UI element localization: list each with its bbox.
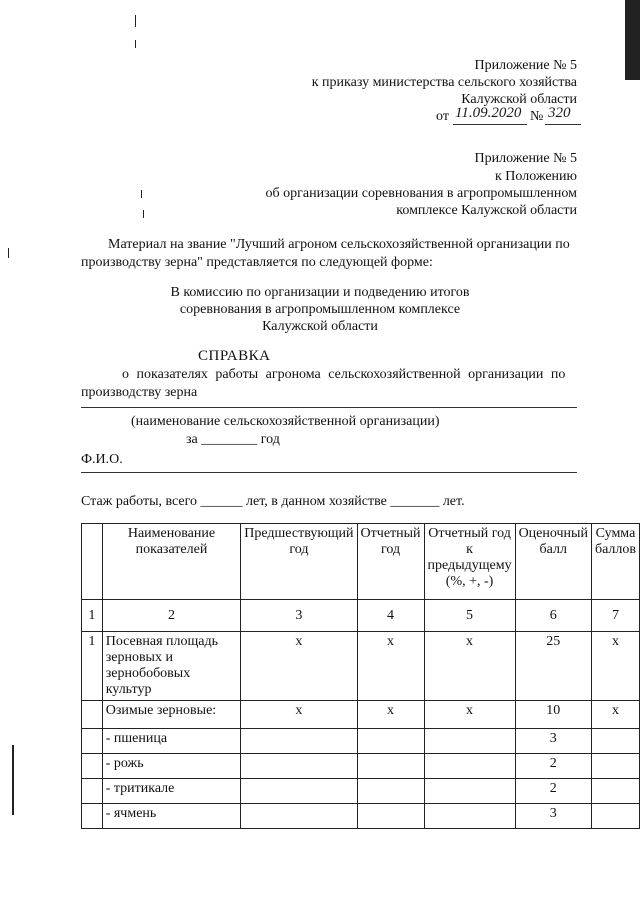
header-cell-ratio: Отчетный год к предыдущему (%, +, -) — [424, 524, 515, 600]
number-cell: 1 — [82, 600, 103, 632]
header1-line3: Калужской области — [461, 92, 577, 107]
fio-label: Ф.И.О. — [81, 452, 123, 467]
header1-line1: Приложение № 5 — [474, 58, 577, 73]
row-prev — [241, 754, 357, 779]
table-row — [82, 729, 640, 754]
row-score: 10 — [515, 701, 591, 729]
intro-line2: производству зерна" представляется по следующей форме: — [81, 255, 433, 270]
table-row — [82, 754, 640, 779]
scan-mark — [141, 190, 142, 198]
row-name: - тритикале — [102, 779, 241, 804]
scan-mark — [143, 210, 144, 218]
row-prev — [241, 779, 357, 804]
number-cell: 5 — [424, 600, 515, 632]
row-num — [82, 804, 103, 829]
subtitle-line2: производству зерна — [81, 385, 198, 400]
scan-edge — [625, 0, 640, 80]
scan-mark — [135, 15, 136, 27]
row-ratio — [424, 754, 515, 779]
row-num — [82, 754, 103, 779]
row-cur: х — [357, 632, 424, 701]
org-name-line — [81, 407, 577, 408]
subtitle-line1: о показателях работы агронома сельскохозяйственной организации по — [122, 367, 566, 382]
row-sum — [591, 779, 639, 804]
row-sum: х — [591, 701, 639, 729]
header2-line1: Приложение № 5 — [474, 151, 577, 166]
row-num — [82, 779, 103, 804]
header-cell-cur: Отчетный год — [357, 524, 424, 600]
number-cell: 2 — [102, 600, 241, 632]
addressee-line2: соревнования в агропромышленном комплексе — [179, 302, 461, 317]
row-num — [82, 701, 103, 729]
row-score: 2 — [515, 779, 591, 804]
row-score: 3 — [515, 804, 591, 829]
row-num: 1 — [82, 632, 103, 701]
row-score: 2 — [515, 754, 591, 779]
header2-line3: об организации соревнования в агропромышленном — [265, 186, 577, 201]
row-sum — [591, 729, 639, 754]
row-num — [82, 729, 103, 754]
header1-date-prefix: от — [436, 109, 449, 124]
date-underline — [453, 124, 527, 125]
row-name: - ячмень — [102, 804, 241, 829]
header2-line2: к Положению — [494, 169, 577, 184]
row-cur — [357, 779, 424, 804]
row-name: - пшеница — [102, 729, 241, 754]
table-number-row — [82, 600, 640, 632]
addressee-line3: Калужской области — [262, 319, 378, 334]
document-title: СПРАВКА — [198, 348, 271, 364]
row-prev — [241, 804, 357, 829]
table-row — [82, 804, 640, 829]
row-ratio — [424, 779, 515, 804]
row-cur — [357, 804, 424, 829]
intro-line1: Материал на звание "Лучший агроном сельскохозяйственной организации по — [108, 237, 570, 252]
scan-mark — [12, 745, 14, 815]
header2-line4: комплексе Калужской области — [396, 203, 577, 218]
table-row — [82, 632, 640, 701]
header1-date-value: 11.09.2020 — [455, 105, 522, 121]
row-ratio: х — [424, 701, 515, 729]
fio-line — [81, 472, 577, 473]
number-cell: 6 — [515, 600, 591, 632]
header-cell-score: Оценочный балл — [515, 524, 591, 600]
table-header-row — [82, 524, 640, 600]
row-prev — [241, 729, 357, 754]
row-name: Посевная площадь зерновых и зернобобовых культур — [102, 632, 241, 701]
scan-mark — [8, 248, 9, 258]
row-sum: х — [591, 632, 639, 701]
row-prev: х — [241, 632, 357, 701]
header1-line2: к приказу министерства сельского хозяйства — [311, 75, 577, 90]
row-cur: х — [357, 701, 424, 729]
row-sum — [591, 804, 639, 829]
row-ratio: х — [424, 632, 515, 701]
addressee-line1: В комиссию по организации и подведению итогов — [170, 285, 470, 300]
row-ratio — [424, 729, 515, 754]
row-score: 25 — [515, 632, 591, 701]
header-cell-sum: Сумма баллов — [591, 524, 639, 600]
number-cell: 3 — [241, 600, 357, 632]
row-ratio — [424, 804, 515, 829]
row-cur — [357, 729, 424, 754]
header1-number-prefix: № — [530, 109, 544, 124]
number-cell: 7 — [591, 600, 639, 632]
header1-number-value: 320 — [548, 105, 571, 121]
row-sum — [591, 754, 639, 779]
number-underline — [545, 124, 581, 125]
experience-line: Стаж работы, всего ______ лет, в данном хозяйстве _______ лет. — [81, 494, 465, 509]
table-row — [82, 779, 640, 804]
number-cell: 4 — [357, 600, 424, 632]
row-cur — [357, 754, 424, 779]
row-prev: х — [241, 701, 357, 729]
year-line: за ________ год — [186, 432, 280, 447]
header-cell-name: Наименование показателей — [102, 524, 241, 600]
scan-mark — [135, 40, 136, 48]
row-name: Озимые зерновые: — [102, 701, 241, 729]
table-row — [82, 701, 640, 729]
header-cell-prev: Предшествующий год — [241, 524, 357, 600]
indicators-table — [81, 523, 640, 829]
row-name: - рожь — [102, 754, 241, 779]
org-caption: (наименование сельскохозяйственной организации) — [131, 414, 440, 429]
row-score: 3 — [515, 729, 591, 754]
header-cell-num — [82, 524, 103, 600]
